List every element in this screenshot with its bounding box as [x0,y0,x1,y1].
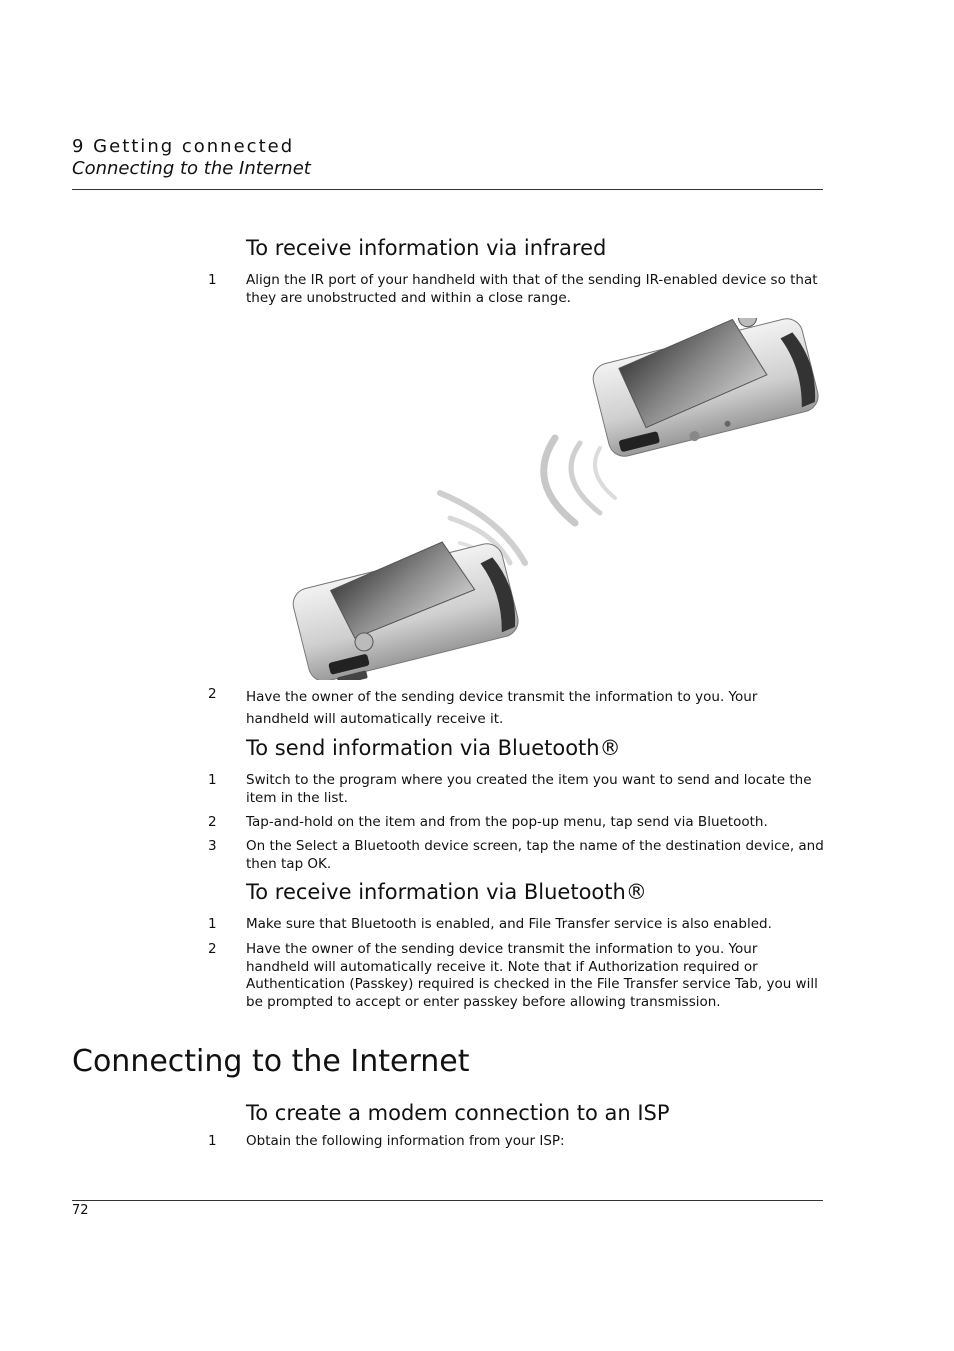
main-heading: Connecting to the Internet [72,1044,470,1079]
section-subtitle: Connecting to the Internet [72,158,311,179]
step-number: 1 [208,1133,217,1149]
step-text: On the Select a Bluetooth device screen, tap the name of the destination device, and then tap OK. [246,838,824,872]
infrared-illustration [255,318,825,680]
step-number: 1 [208,272,217,288]
page-number: 72 [72,1203,89,1218]
footer-divider [72,1200,823,1201]
sending-device-image [585,318,822,462]
step-number: 2 [208,686,217,702]
chapter-title: 9 Getting connected [72,136,295,157]
step-text: Align the IR port of your handheld with that of the sending IR-enabled device so that they are unobstructed and within a close range. [246,272,818,306]
step-number: 1 [208,916,217,932]
heading-modem-connection: To create a modem connection to an ISP [246,1101,670,1125]
receiving-device-image [287,529,523,680]
header-divider [72,189,823,190]
step-text: Have the owner of the sending device transmit the information to you. Your handheld will automatically receive it. [246,689,758,727]
step-text: Obtain the following information from your ISP: [246,1133,565,1149]
step-text: Tap-and-hold on the item and from the pop-up menu, tap send via Bluetooth. [246,814,768,830]
step-number: 1 [208,772,217,788]
step-text: Have the owner of the sending device transmit the information to you. Your handheld will automatically receive it. Note that if Authorization required or Authentication (Passkey) required is checked in the File Transfer service Tab, you will be prompted to accept or enter passkey before allowing transmission. [246,941,818,1010]
heading-receive-bluetooth: To receive information via Bluetooth® [246,880,647,904]
step-number: 2 [208,814,217,830]
step-text: Switch to the program where you created the item you want to send and locate the item in the list. [246,772,812,806]
step-number: 3 [208,838,217,854]
step-text: Make sure that Bluetooth is enabled, and File Transfer service is also enabled. [246,916,772,932]
heading-send-bluetooth: To send information via Bluetooth® [246,736,621,760]
heading-receive-infrared: To receive information via infrared [246,236,607,260]
step-number: 2 [208,941,217,957]
